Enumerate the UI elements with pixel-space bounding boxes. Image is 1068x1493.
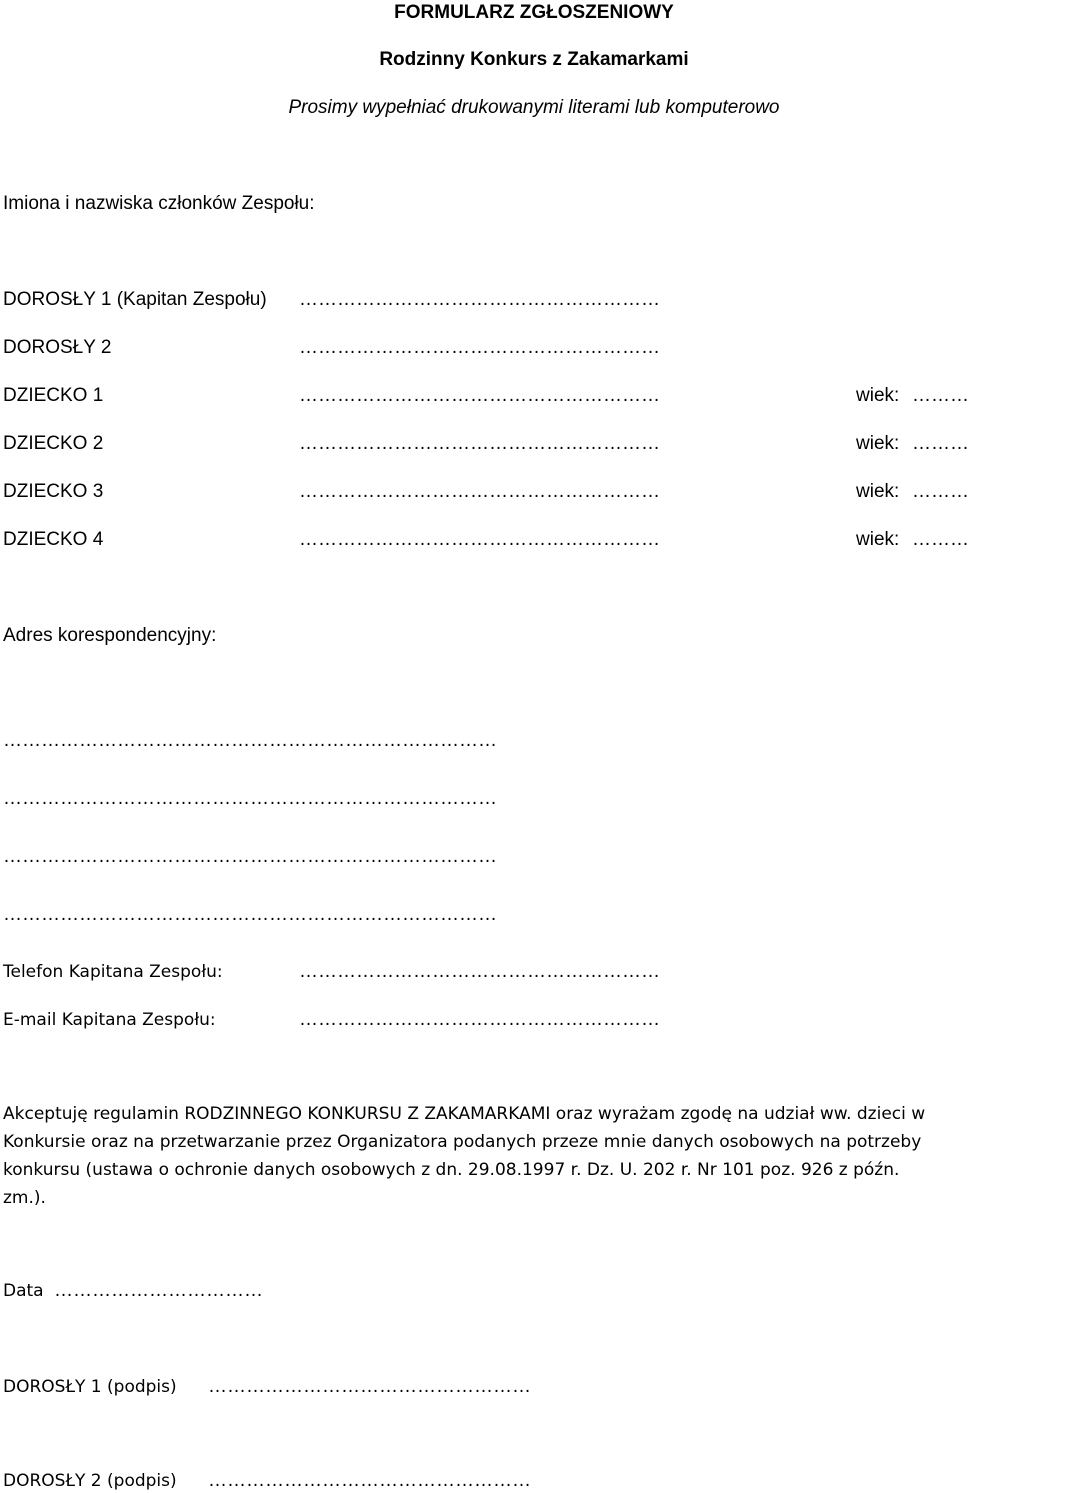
age-label: wiek: (856, 433, 900, 454)
member-label: DZIECKO 2 (3, 433, 104, 454)
member-name-field[interactable]: ………………………………………………… (299, 481, 660, 502)
age-field[interactable]: ……… (912, 385, 969, 406)
address-line-2[interactable]: …………………………………………………………………… (3, 788, 497, 809)
member-name-field[interactable]: ………………………………………………… (299, 289, 660, 310)
fill-instruction: Prosimy wypełniać drukowanymi literami lub komputerowo (288, 97, 780, 118)
address-line-3[interactable]: …………………………………………………………………… (3, 846, 497, 867)
address-heading: Adres korespondencyjny: (3, 625, 217, 646)
member-name-field[interactable]: ………………………………………………… (299, 385, 660, 406)
email-field[interactable]: ………………………………………………… (299, 1009, 660, 1030)
member-label: DOROSŁY 1 (Kapitan Zespołu) (3, 289, 267, 310)
age-label: wiek: (856, 385, 900, 406)
age-label: wiek: (856, 529, 900, 550)
member-label: DZIECKO 4 (3, 529, 104, 550)
signature-label: DOROSŁY 2 (podpis) (3, 1471, 177, 1491)
age-label: wiek: (856, 481, 900, 502)
age-field[interactable]: ……… (912, 529, 969, 550)
email-label: E-mail Kapitana Zespołu: (3, 1010, 216, 1030)
signature-label: DOROSŁY 1 (podpis) (3, 1377, 177, 1397)
contest-subtitle: Rodzinny Konkurs z Zakamarkami (379, 49, 689, 70)
member-name-field[interactable]: ………………………………………………… (299, 337, 660, 358)
address-line-4[interactable]: …………………………………………………………………… (3, 904, 497, 925)
age-field[interactable]: ……… (912, 481, 969, 502)
form-title: FORMULARZ ZGŁOSZENIOWY (394, 2, 674, 23)
member-name-field[interactable]: ………………………………………………… (299, 529, 660, 550)
signature-field[interactable]: …………………………………………… (208, 1470, 531, 1491)
members-heading: Imiona i nazwiska członków Zespołu: (3, 193, 315, 214)
member-label: DOROSŁY 2 (3, 337, 112, 358)
signature-field[interactable]: …………………………………………… (208, 1376, 531, 1397)
phone-label: Telefon Kapitana Zespołu: (3, 962, 223, 982)
address-line-1[interactable]: …………………………………………………………………… (3, 730, 497, 751)
member-label: DZIECKO 3 (3, 481, 104, 502)
consent-statement: Akceptuję regulamin RODZINNEGO KONKURSU Z ZAKAMARKAMI oraz wyrażam zgodę na udział ww. dzieci w Konkursie oraz na przetwarzanie przez Organizatora podanych przeze mnie danych osobowych na potrzeby konkursu (ustawa o ochronie danych osobowych z dn. 29.08.1997 r. Dz. U. 202 r. Nr 101 poz. 926 z późn. zm.). (3, 1104, 926, 1208)
date-label: Data (3, 1281, 44, 1301)
member-label: DZIECKO 1 (3, 385, 104, 406)
member-name-field[interactable]: ………………………………………………… (299, 433, 660, 454)
date-field[interactable]: …………………………… (54, 1280, 263, 1301)
age-field[interactable]: ……… (912, 433, 969, 454)
phone-field[interactable]: ………………………………………………… (299, 961, 660, 982)
